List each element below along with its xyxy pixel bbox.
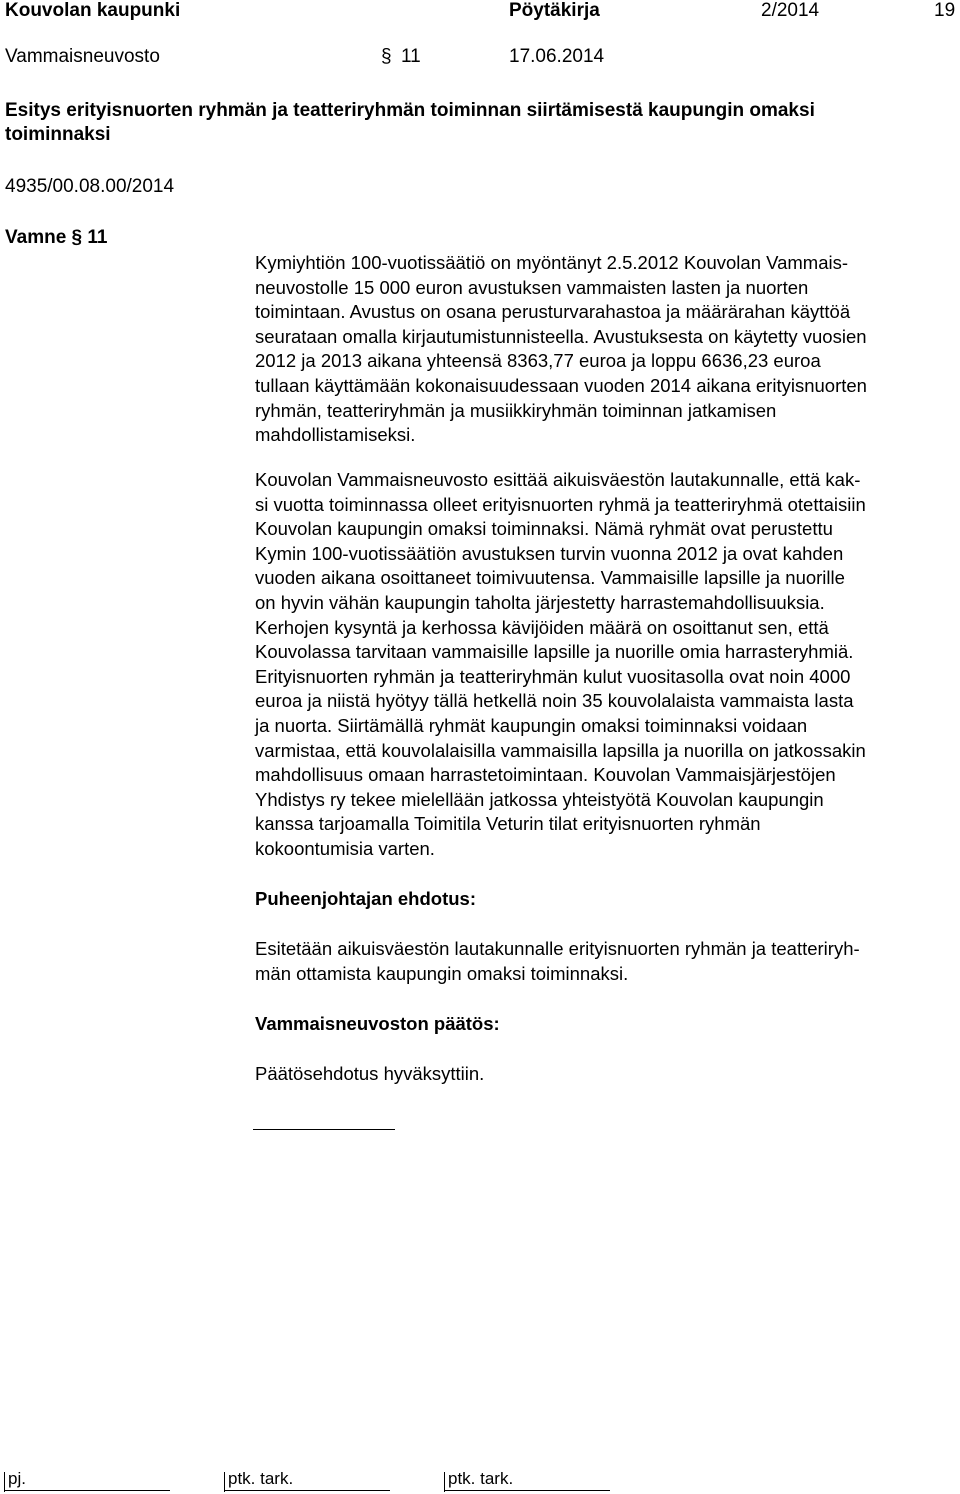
record-number: 4935/00.08.00/2014 (5, 176, 175, 197)
paragraph-2-line: Erityisnuorten ryhmän ja teatteriryhmän kulut vuositasolla ovat noin 4000 (255, 665, 851, 687)
paragraph-1-line: tullaan käyttämään kokonaisuudessaan vuoden 2014 aikana erityisnuorten (255, 374, 867, 396)
signature-line (253, 1129, 395, 1130)
footer-divider (224, 1472, 225, 1492)
paragraph-2-line: si vuotta toiminnassa olleet erityisnuorten ryhmä ja teatteriryhmä otettaisiin (255, 493, 866, 515)
header-city: Kouvolan kaupunki (5, 0, 181, 21)
proposal-line: Esitetään aikuisväestön lautakunnalle erityisnuorten ryhmän ja teatteriryh- (255, 938, 860, 959)
decision-text (255, 1062, 960, 1087)
footer-divider (444, 1472, 445, 1492)
section-label-mark: § (71, 227, 83, 248)
decision-line: Päätösehdotus hyväksyttiin. (255, 1063, 485, 1084)
footer-checker-1-label: ptk. tark. (228, 1469, 294, 1488)
paragraph-2-line: Kouvolan kaupungin omaksi toiminnaksi. Nämä ryhmät ovat perustettu (255, 518, 833, 540)
footer-checker-1-line (224, 1490, 390, 1491)
paragraph-2-line: kokoontumisia varten. (255, 837, 435, 859)
paragraph-2-line: varmistaa, että kouvolalaisilla vammaisilla lapsilla ja nuorilla on jatkossakin (255, 739, 866, 761)
document-title-line-1: Esitys erityisnuorten ryhmän ja teatteriryhmän toiminnan siirtämisestä kaupungin omaksi (5, 100, 815, 121)
paragraph-2-line: vuoden aikana osoittaneet toimivuutensa. Vammaisille lapsille ja nuorille (255, 567, 845, 589)
paragraph-1-line: Kymiyhtiön 100-vuotissäätiö on myöntänyt 2.5.2012 Kouvolan Vammais- (255, 252, 849, 273)
paragraph-2-line: mahdollisuus omaan harrastetoimintaan. Kouvolan Vammaisjärjestöjen (255, 764, 836, 786)
footer-divider (4, 1472, 5, 1492)
paragraph-1-line: 2012 ja 2013 aikana yhteensä 8363,77 euroa ja loppu 6636,23 euroa (255, 350, 821, 372)
paragraph-2-line: Yhdistys ry tekee mielellään jatkossa yhteistyötä Kouvolan kaupungin (255, 788, 824, 810)
footer-chair-label: pj. (8, 1469, 26, 1488)
paragraph-2-line: Kouvolassa tarvitaan vammaisille lapsille ja nuorille omia harrasteryhmiä. (255, 641, 854, 663)
footer-checker-2-line (444, 1490, 610, 1491)
paragraph-1 (255, 251, 960, 448)
paragraph-2-line: Kouvolan Vammaisneuvosto esittää aikuisväestön lautakunnalle, että kak- (255, 469, 861, 490)
decision-heading: Vammaisneuvoston päätös: (255, 1013, 500, 1034)
header-doc-number: 2/2014 (761, 0, 820, 21)
header-section-mark: § (381, 46, 392, 67)
header-doc-type: Pöytäkirja (509, 0, 600, 21)
document-title-line-2: toiminnaksi (5, 124, 111, 145)
paragraph-1-line: neuvostolle 15 000 euron avustuksen vammaisten lasten ja nuorten (255, 276, 809, 298)
paragraph-2-line: ja nuorta. Siirtämällä ryhmät kaupungin omaksi toiminnaksi voidaan (255, 714, 808, 736)
section-label (5, 227, 108, 249)
section-label-number: 11 (87, 227, 108, 248)
paragraph-2-line: Kerhojen kysyntä ja kerhossa kävijöiden määrä on osoittanut sen, että (255, 616, 829, 638)
footer-chair-line (4, 1490, 170, 1491)
proposal-text (255, 937, 960, 986)
paragraph-1-line: mahdollistamiseksi. (255, 424, 416, 446)
header-page-number: 19 (934, 0, 956, 21)
paragraph-2-line: on hyvin vähän kaupungin taholta järjestetty harrastemahdollisuuksia. (255, 591, 825, 613)
paragraph-2-line: euroa ja niistä hyötyy tällä hetkellä noin 35 kouvolalaista vammaista lasta (255, 690, 854, 712)
paragraph-1-line: ryhmän, teatteriryhmän ja musiikkiryhmän toiminnan jatkamisen (255, 399, 777, 421)
header-date: 17.06.2014 (509, 46, 605, 67)
header-section-number: 11 (401, 46, 421, 67)
section-label-prefix: Vamne (5, 227, 67, 248)
paragraph-1-line: seurataan omalla kirjautumistunnisteella. Avustuksesta on käytetty vuosien (255, 325, 867, 347)
proposal-heading: Puheenjohtajan ehdotus: (255, 888, 476, 909)
paragraph-1-line: toimintaan. Avustus on osana perusturvarahastoa ja määrärahan käyttöä (255, 301, 851, 323)
paragraph-2-line: kanssa tarjoamalla Toimitila Veturin tilat erityisnuorten ryhmän (255, 813, 761, 835)
paragraph-2 (255, 468, 960, 862)
header-body: Vammaisneuvosto (5, 46, 160, 67)
paragraph-2-line: Kymin 100-vuotissäätiön avustuksen turvin vuonna 2012 ja ovat kahden (255, 542, 844, 564)
footer-checker-2-label: ptk. tark. (448, 1469, 514, 1488)
proposal-line: män ottamista kaupungin omaksi toiminnaksi. (255, 962, 629, 984)
